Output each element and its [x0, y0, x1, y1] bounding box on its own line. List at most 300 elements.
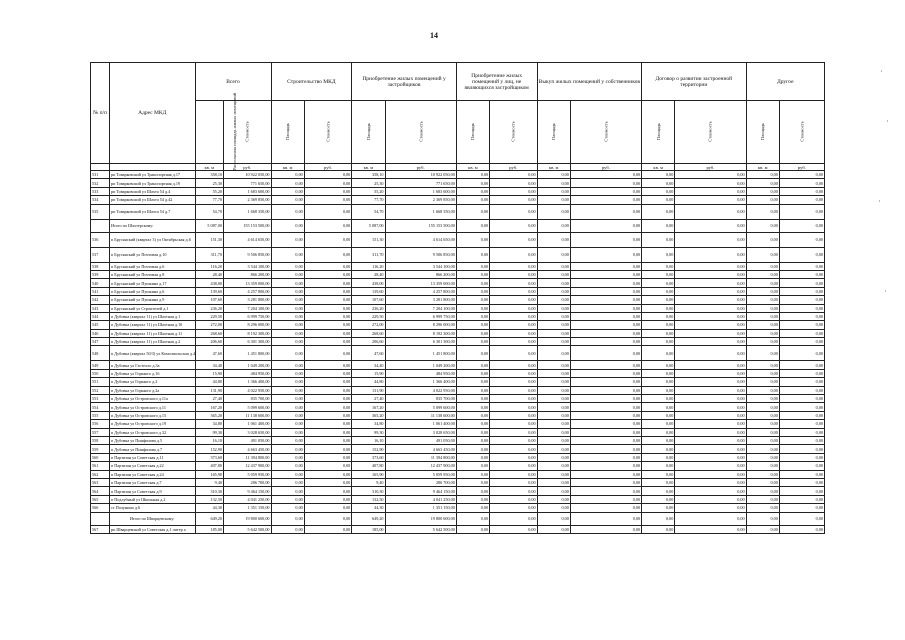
- row-cost-value: 0,00: [304, 321, 352, 329]
- row-area-value: 0,00: [746, 219, 779, 232]
- row-total-area: 15,90: [195, 369, 224, 377]
- row-cost-value: 0,00: [490, 361, 538, 369]
- row-area-value: 0,00: [537, 219, 570, 232]
- row-area-value: 0,00: [537, 411, 570, 419]
- row-area-value: 0,00: [537, 495, 570, 503]
- subheader-area: Площадь: [271, 101, 304, 164]
- row-cost-value: 0,00: [490, 346, 538, 361]
- row-cost-value: 0,00: [570, 219, 641, 232]
- row-total-cost: 4 257 800,00: [224, 287, 272, 295]
- row-total-cost: 10 922 050,00: [224, 171, 272, 179]
- row-area-value: 0,00: [456, 462, 489, 470]
- row-cost-value: 1 366 400,00: [385, 378, 456, 386]
- row-area-value: 131,90: [352, 386, 385, 394]
- row-area-value: 0,00: [642, 329, 675, 337]
- row-cost-value: 0,00: [675, 361, 746, 369]
- row-cost-value: 0,00: [304, 187, 352, 195]
- row-address: п Подлубный ул Школьная д.2: [110, 495, 196, 503]
- row-total-cost: 2 369 850,00: [224, 196, 272, 204]
- row-cost-value: 0,00: [675, 445, 746, 453]
- row-cost-value: 0,00: [570, 453, 641, 461]
- row-total-cost: 13 359 000,00: [224, 279, 272, 287]
- row-cost-value: 0,00: [570, 512, 641, 525]
- row-total-area: 9,40: [195, 478, 224, 486]
- row-number: 532: [91, 179, 110, 187]
- row-address: п Дубовка ул Островского д.11а: [110, 395, 196, 403]
- row-area-value: 132,50: [352, 495, 385, 503]
- row-area-value: 0,00: [537, 179, 570, 187]
- row-cost-value: 0,00: [570, 329, 641, 337]
- row-cost-value: 0,00: [570, 296, 641, 304]
- row-cost-value: 0,00: [304, 247, 352, 262]
- row-area-value: 0,00: [456, 219, 489, 232]
- row-area-value: 0,00: [537, 196, 570, 204]
- row-area-value: 107,60: [352, 296, 385, 304]
- row-cost-value: 0,00: [570, 346, 641, 361]
- row-cost-value: 0,00: [490, 329, 538, 337]
- row-cost-value: 0,00: [675, 179, 746, 187]
- row-cost-value: 0,00: [675, 525, 746, 533]
- row-cost-value: 0,00: [304, 196, 352, 204]
- row-cost-value: 0,00: [570, 369, 641, 377]
- row-address: п Брусянский ул Строителей д.1: [110, 304, 196, 312]
- row-cost-value: 1 061 400,00: [385, 420, 456, 428]
- row-area-value: 165,90: [352, 470, 385, 478]
- table-row: [91, 232, 825, 247]
- row-cost-value: 0,00: [779, 386, 824, 394]
- resettlement-table: [90, 62, 825, 534]
- row-cost-value: 0,00: [570, 386, 641, 394]
- row-total-cost: 1 049 200,00: [224, 361, 272, 369]
- row-area-value: 0,00: [537, 487, 570, 495]
- row-area-value: 0,00: [537, 436, 570, 444]
- row-area-value: 0,00: [746, 470, 779, 478]
- row-area-value: 185,00: [352, 525, 385, 533]
- row-address: п Брусянский ул Почтовая д.8: [110, 270, 196, 278]
- row-area-value: 116,20: [352, 262, 385, 270]
- row-area-value: 0,00: [456, 232, 489, 247]
- row-total-area: 649,20: [195, 512, 224, 525]
- row-area-value: 0,00: [456, 329, 489, 337]
- row-area-value: 0,00: [746, 338, 779, 346]
- row-cost-value: 0,00: [304, 204, 352, 219]
- row-cost-value: 0,00: [490, 279, 538, 287]
- row-area-value: 0,00: [537, 204, 570, 219]
- row-area-value: 54,70: [352, 204, 385, 219]
- row-area-value: 0,00: [746, 411, 779, 419]
- row-total-area: 438,00: [195, 279, 224, 287]
- row-area-value: 0,00: [642, 369, 675, 377]
- row-cost-value: 0,00: [675, 462, 746, 470]
- row-address: Итого по Шварцевскому:: [110, 512, 196, 525]
- row-area-value: 0,00: [746, 329, 779, 337]
- row-cost-value: 0,00: [570, 312, 641, 320]
- row-number: 543: [91, 304, 110, 312]
- row-area-value: 0,00: [537, 504, 570, 512]
- row-area-value: 365,20: [352, 411, 385, 419]
- row-total-cost: 11 394 800,00: [224, 453, 272, 461]
- row-cost-value: 0,00: [570, 445, 641, 453]
- row-cost-value: 0,00: [490, 179, 538, 187]
- row-area-value: 0,00: [642, 470, 675, 478]
- row-cost-value: 0,00: [304, 304, 352, 312]
- row-cost-value: 0,00: [490, 304, 538, 312]
- row-total-area: 167,20: [195, 403, 224, 411]
- row-total-cost: 4 022 950,00: [224, 386, 272, 394]
- table-row: [91, 262, 825, 270]
- row-total-area: 268,60: [195, 329, 224, 337]
- row-cost-value: 0,00: [304, 436, 352, 444]
- row-area-value: 0,00: [642, 378, 675, 386]
- row-area-value: 0,00: [537, 346, 570, 361]
- row-area-value: 0,00: [271, 329, 304, 337]
- subheader-cost: Стоимость: [224, 101, 272, 164]
- row-cost-value: 0,00: [304, 179, 352, 187]
- row-address: п Брусянский ул Пушкина д.9: [110, 296, 196, 304]
- row-cost-value: 0,00: [675, 378, 746, 386]
- row-cost-value: 0,00: [675, 296, 746, 304]
- row-total-cost: 19 800 600,00: [224, 512, 272, 525]
- row-area-value: 0,00: [642, 296, 675, 304]
- row-area-value: 0,00: [746, 478, 779, 486]
- row-total-cost: 5 059 950,00: [224, 470, 272, 478]
- row-cost-value: 0,00: [779, 179, 824, 187]
- row-cost-value: 0,00: [490, 270, 538, 278]
- row-address: п Партизан ул Советская д.22: [110, 462, 196, 470]
- table-row: [91, 436, 825, 444]
- row-total-area: 131,90: [195, 386, 224, 394]
- row-address: рп Товарковский ул Транспортная д.17: [110, 171, 196, 179]
- row-area-value: 0,00: [271, 386, 304, 394]
- row-cost-value: 0,00: [779, 445, 824, 453]
- row-total-cost: 6 999 750,00: [224, 312, 272, 320]
- row-cost-value: 0,00: [304, 386, 352, 394]
- row-area-value: 0,00: [537, 470, 570, 478]
- group-header-total: Всего: [195, 63, 271, 101]
- row-area-value: 0,00: [642, 232, 675, 247]
- row-area-value: 0,00: [271, 436, 304, 444]
- row-area-value: 0,00: [537, 453, 570, 461]
- row-area-value: 0,00: [642, 179, 675, 187]
- row-cost-value: 0,00: [779, 232, 824, 247]
- row-area-value: 0,00: [271, 321, 304, 329]
- row-cost-value: 0,00: [779, 420, 824, 428]
- row-cost-value: 0,00: [675, 478, 746, 486]
- row-area-value: 0,00: [537, 321, 570, 329]
- row-cost-value: 0,00: [304, 462, 352, 470]
- row-cost-value: 0,00: [675, 204, 746, 219]
- row-total-cost: 835 700,00: [224, 395, 272, 403]
- table-row: [91, 296, 825, 304]
- row-area-value: 34,40: [352, 361, 385, 369]
- row-area-value: 0,00: [271, 504, 304, 512]
- row-cost-value: 0,00: [570, 247, 641, 262]
- row-area-value: 0,00: [642, 171, 675, 179]
- row-area-value: 0,00: [642, 420, 675, 428]
- row-address: п Дубовка (квартал 50/3) ул Комсомольская д.4: [110, 346, 196, 361]
- row-area-value: 0,00: [537, 478, 570, 486]
- row-cost-value: 0,00: [779, 296, 824, 304]
- row-number: 562: [91, 470, 110, 478]
- row-cost-value: 3 544 100,00: [385, 262, 456, 270]
- page-number: 14: [430, 31, 438, 40]
- row-area-value: 0,00: [537, 420, 570, 428]
- row-cost-value: 0,00: [304, 487, 352, 495]
- row-cost-value: 0,00: [675, 262, 746, 270]
- row-area-value: 649,20: [352, 512, 385, 525]
- row-cost-value: 0,00: [490, 478, 538, 486]
- table-row: [91, 470, 825, 478]
- table-row: [91, 504, 825, 512]
- row-total-cost: 1 668 350,00: [224, 204, 272, 219]
- row-cost-value: 0,00: [490, 296, 538, 304]
- row-area-value: 0,00: [537, 247, 570, 262]
- row-total-cost: 3 028 650,00: [224, 428, 272, 436]
- row-total-cost: 484 950,00: [224, 369, 272, 377]
- row-total-area: 165,90: [195, 470, 224, 478]
- row-address: Итого по Шахтерскому:: [110, 219, 196, 232]
- row-cost-value: 0,00: [779, 436, 824, 444]
- row-cost-value: 0,00: [304, 369, 352, 377]
- row-cost-value: 0,00: [490, 187, 538, 195]
- row-number: 567: [91, 525, 110, 533]
- row-area-value: 0,00: [537, 512, 570, 525]
- row-cost-value: 0,00: [490, 247, 538, 262]
- table-row: [91, 321, 825, 329]
- row-area-value: 0,00: [456, 478, 489, 486]
- row-area-value: 167,20: [352, 403, 385, 411]
- row-area-value: 0,00: [456, 296, 489, 304]
- row-cost-value: 0,00: [570, 179, 641, 187]
- row-area-value: 0,00: [642, 462, 675, 470]
- row-area-value: 0,00: [642, 403, 675, 411]
- row-total-cost: 491 050,00: [224, 436, 272, 444]
- row-area-value: 0,00: [642, 204, 675, 219]
- table-row: [91, 171, 825, 179]
- row-address: п Дубовка (квартал 11) ул Шахтная д.1: [110, 312, 196, 320]
- row-area-value: 0,00: [456, 196, 489, 204]
- row-total-cost: 286 700,00: [224, 478, 272, 486]
- row-cost-value: 0,00: [779, 470, 824, 478]
- row-area-value: 0,00: [456, 525, 489, 533]
- unit-area: кв. м: [195, 164, 224, 171]
- row-area-value: 0,00: [271, 495, 304, 503]
- row-cost-value: 0,00: [304, 525, 352, 533]
- row-area-value: 0,00: [271, 378, 304, 386]
- row-area-value: 0,00: [642, 487, 675, 495]
- row-area-value: 0,00: [537, 445, 570, 453]
- row-cost-value: 0,00: [779, 346, 824, 361]
- row-cost-value: 0,00: [779, 403, 824, 411]
- row-cost-value: 0,00: [304, 445, 352, 453]
- row-cost-value: 0,00: [675, 495, 746, 503]
- table-row: [91, 512, 825, 525]
- subheader-cost: Стоимость: [385, 101, 456, 164]
- row-area-value: 0,00: [642, 445, 675, 453]
- row-total-cost: 8 192 300,00: [224, 329, 272, 337]
- subheader-cost: Стоимость: [779, 101, 824, 164]
- row-total-cost: 1 451 800,00: [224, 346, 272, 361]
- row-number: 534: [91, 196, 110, 204]
- row-area-value: 0,00: [271, 361, 304, 369]
- row-cost-value: 0,00: [570, 436, 641, 444]
- row-cost-value: 4 257 800,00: [385, 287, 456, 295]
- row-cost-value: 0,00: [304, 470, 352, 478]
- row-cost-value: 11 138 600,00: [385, 411, 456, 419]
- row-address: п Дубовка ул Горького д.2а: [110, 386, 196, 394]
- row-area-value: 0,00: [271, 179, 304, 187]
- row-area-value: 55,20: [352, 187, 385, 195]
- row-area-value: 0,00: [746, 369, 779, 377]
- row-area-value: 0,00: [537, 171, 570, 179]
- row-address: п Дубовка ул Горького д.16: [110, 369, 196, 377]
- row-cost-value: 0,00: [779, 279, 824, 287]
- scan-marks: [875, 60, 895, 340]
- row-area-value: 0,00: [642, 361, 675, 369]
- unit-area: кв. м: [271, 164, 304, 171]
- row-area-value: 0,00: [746, 179, 779, 187]
- row-address: п Дубовка ул Горького д.2: [110, 378, 196, 386]
- row-cost-value: 0,00: [779, 204, 824, 219]
- row-number: 536: [91, 232, 110, 247]
- row-area-value: 0,00: [456, 304, 489, 312]
- row-address: п Брусянский ул Пушкина д.17: [110, 279, 196, 287]
- row-area-value: 0,00: [537, 378, 570, 386]
- row-number: 551: [91, 378, 110, 386]
- row-number: 540: [91, 279, 110, 287]
- row-cost-value: 866 200,00: [385, 270, 456, 278]
- row-cost-value: 0,00: [490, 386, 538, 394]
- row-total-area: 28,40: [195, 270, 224, 278]
- row-number: 557: [91, 428, 110, 436]
- row-cost-value: 0,00: [304, 512, 352, 525]
- row-area-value: 0,00: [271, 369, 304, 377]
- row-cost-value: 0,00: [779, 369, 824, 377]
- row-cost-value: 0,00: [675, 171, 746, 179]
- row-cost-value: 0,00: [675, 369, 746, 377]
- row-area-value: 0,00: [456, 487, 489, 495]
- row-area-value: 0,00: [456, 495, 489, 503]
- row-cost-value: 11 394 800,00: [385, 453, 456, 461]
- table-row: [91, 329, 825, 337]
- row-area-value: 0,00: [746, 504, 779, 512]
- row-total-area: 365,20: [195, 411, 224, 419]
- row-area-value: 0,00: [537, 312, 570, 320]
- row-cost-value: 1 451 800,00: [385, 346, 456, 361]
- row-number: 565: [91, 495, 110, 503]
- row-area-value: 0,00: [456, 346, 489, 361]
- row-cost-value: 0,00: [304, 219, 352, 232]
- table-row: [91, 386, 825, 394]
- row-number: 535: [91, 204, 110, 219]
- row-area-value: 0,00: [271, 512, 304, 525]
- row-total-area: 236,20: [195, 304, 224, 312]
- table-row: [91, 487, 825, 495]
- table-row: [91, 445, 825, 453]
- row-total-area: 5 087,00: [195, 219, 224, 232]
- row-area-value: 0,00: [456, 504, 489, 512]
- row-area-value: 0,00: [456, 321, 489, 329]
- row-area-value: 0,00: [746, 428, 779, 436]
- row-area-value: 0,00: [271, 304, 304, 312]
- row-cost-value: 0,00: [304, 395, 352, 403]
- row-area-value: 0,00: [271, 346, 304, 361]
- row-number: 558: [91, 436, 110, 444]
- row-total-cost: 3 281 800,00: [224, 296, 272, 304]
- row-cost-value: 0,00: [675, 504, 746, 512]
- row-cost-value: 0,00: [675, 321, 746, 329]
- row-cost-value: 0,00: [779, 270, 824, 278]
- row-cost-value: 10 922 050,00: [385, 171, 456, 179]
- row-area-value: 151,30: [352, 232, 385, 247]
- row-cost-value: 0,00: [570, 361, 641, 369]
- row-area-value: 0,00: [642, 247, 675, 262]
- row-area-value: 0,00: [271, 219, 304, 232]
- row-area-value: 0,00: [746, 495, 779, 503]
- row-address: п Дубовка ул Островского д.32: [110, 428, 196, 436]
- row-area-value: 0,00: [271, 403, 304, 411]
- row-cost-value: 0,00: [490, 428, 538, 436]
- row-area-value: 0,00: [642, 338, 675, 346]
- table-row: [91, 196, 825, 204]
- row-cost-value: 155 153 500,00: [385, 219, 456, 232]
- num-header: № п/п: [91, 63, 110, 164]
- group-header-from-non-developers: Приобретение жилых помещений у лиц, не являющихся застройщиком: [456, 63, 537, 101]
- row-total-area: 139,60: [195, 287, 224, 295]
- row-cost-value: 0,00: [304, 346, 352, 361]
- row-area-value: 5 087,00: [352, 219, 385, 232]
- row-area-value: 16,10: [352, 436, 385, 444]
- row-area-value: 0,00: [271, 262, 304, 270]
- row-address: п Брусянский ул Почтовая д.10: [110, 247, 196, 262]
- row-address: п Партизан ул Советская д.24: [110, 470, 196, 478]
- row-area-value: 0,00: [746, 321, 779, 329]
- row-cost-value: 0,00: [675, 420, 746, 428]
- unit-cost: руб.: [224, 164, 272, 171]
- row-total-cost: 12 437 900,00: [224, 462, 272, 470]
- row-area-value: 0,00: [456, 247, 489, 262]
- row-cost-value: 0,00: [570, 428, 641, 436]
- row-number: 547: [91, 338, 110, 346]
- row-area-value: 0,00: [271, 247, 304, 262]
- row-area-value: 44,80: [352, 378, 385, 386]
- row-cost-value: 0,00: [304, 296, 352, 304]
- row-cost-value: 0,00: [490, 262, 538, 270]
- row-number: 537: [91, 247, 110, 262]
- row-cost-value: 0,00: [570, 270, 641, 278]
- row-cost-value: 0,00: [570, 279, 641, 287]
- row-cost-value: 0,00: [490, 287, 538, 295]
- row-area-value: 0,00: [271, 428, 304, 436]
- row-area-value: 47,60: [352, 346, 385, 361]
- row-total-cost: 3 544 100,00: [224, 262, 272, 270]
- row-number: 531: [91, 171, 110, 179]
- table-row: [91, 304, 825, 312]
- row-cost-value: 6 301 300,00: [385, 338, 456, 346]
- row-address: п Дубовка ул Островского д.15: [110, 411, 196, 419]
- row-number: 544: [91, 312, 110, 320]
- row-cost-value: 0,00: [490, 462, 538, 470]
- row-area-value: 0,00: [456, 436, 489, 444]
- row-total-area: 152,90: [195, 445, 224, 453]
- row-number: 563: [91, 478, 110, 486]
- row-cost-value: 7 204 100,00: [385, 304, 456, 312]
- row-cost-value: 8 192 300,00: [385, 329, 456, 337]
- row-cost-value: 9 464 150,00: [385, 487, 456, 495]
- row-cost-value: 4 022 950,00: [385, 386, 456, 394]
- row-cost-value: 0,00: [490, 338, 538, 346]
- row-cost-value: 0,00: [304, 504, 352, 512]
